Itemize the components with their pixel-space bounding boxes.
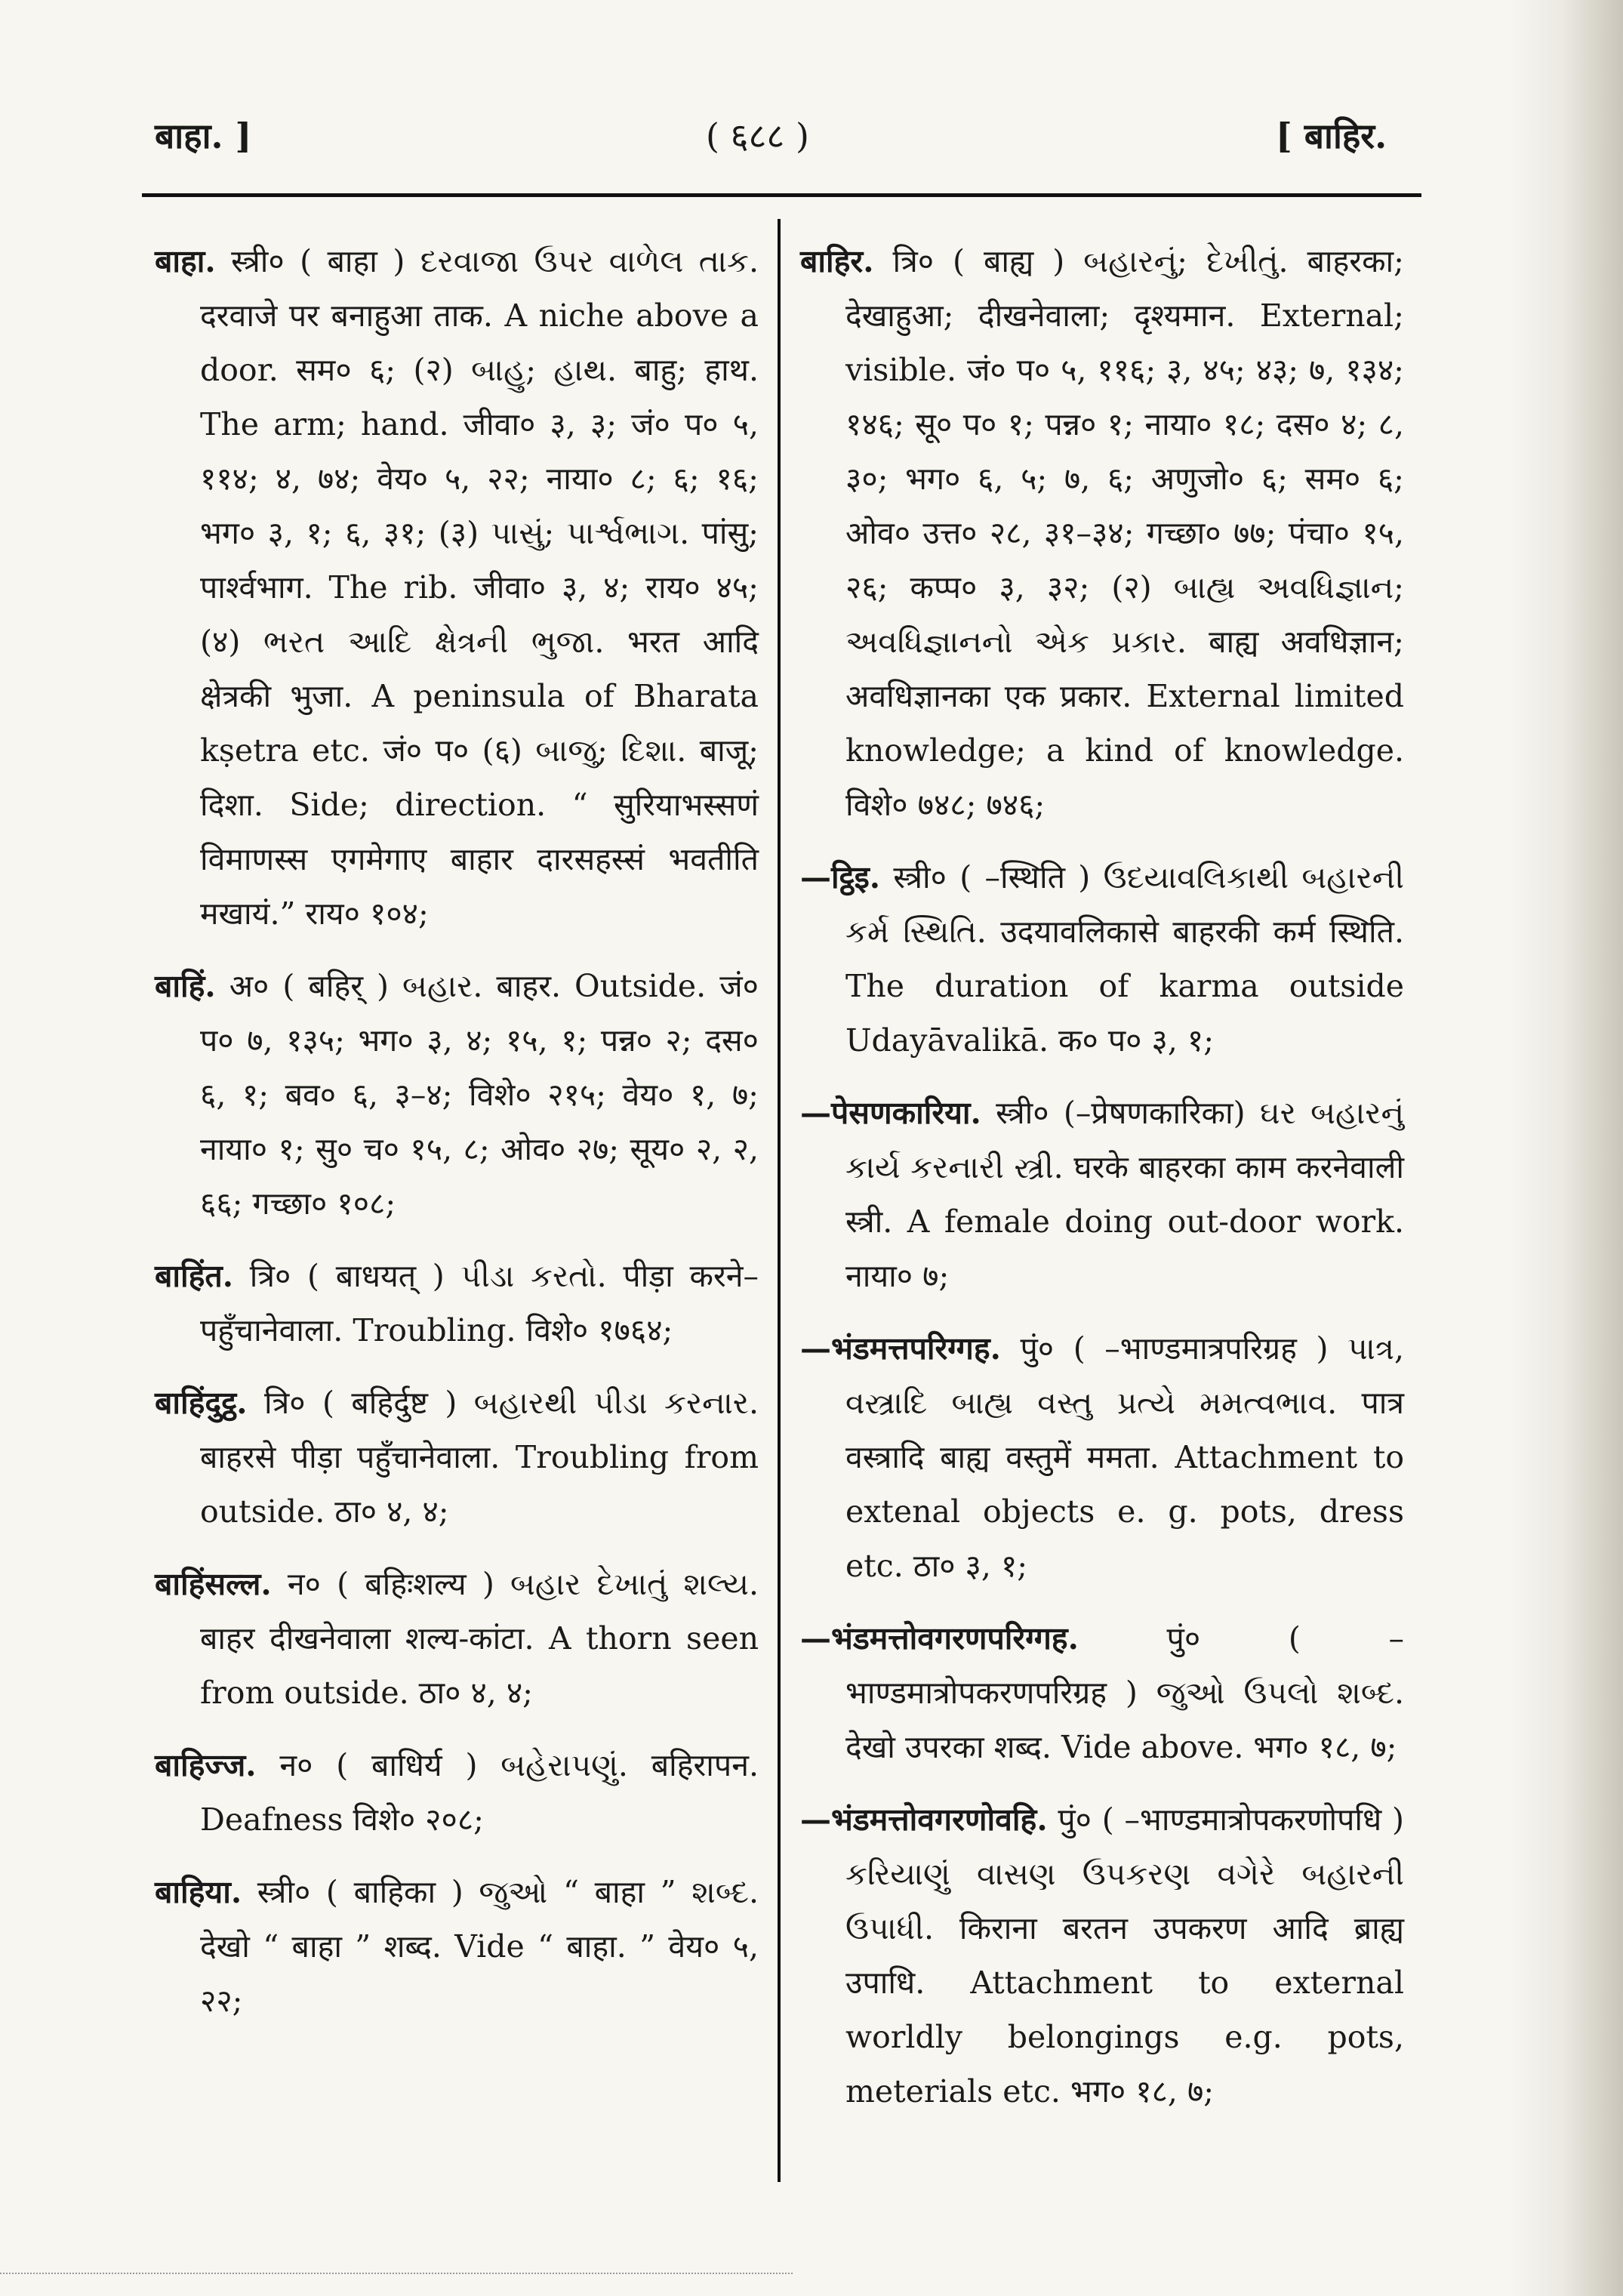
page-edge-shadow <box>1510 0 1623 2296</box>
entry-headword: —भंडमत्तोवगरणोवहि. <box>800 1801 1048 1838</box>
entry-headword: बाहिया. <box>155 1874 242 1910</box>
dictionary-entry <box>800 234 1404 832</box>
page-number: ( ६८८ ) <box>706 116 809 156</box>
entry-headword: बाहिर. <box>800 243 874 279</box>
entry-headword: —पेसणकारिया. <box>800 1095 981 1131</box>
scan-edge-dots <box>0 2273 793 2274</box>
entry-definition: पुं० ( –भाण्डमात्रोपकरणोपधि ) કરિયાણું વાસણ ઉપકરણ વગેરે બહારની ઉપાધી. किराना बरतन उपकरण आदि ब्राह्य उपाधि. Attachment to external worldly belongings e.g. pots, meterials etc. भग० १८, ७; <box>845 1801 1404 2110</box>
entry-headword: बाहिंत. <box>155 1258 234 1294</box>
left-column <box>155 234 759 2046</box>
entry-definition: त्रि० ( बाह्य ) બહારનું; દેખીતું. बाहरका; देखाहुआ; दीखनेवाला; दृश्यमान. External; visible. जं० प० ५, ११६; ३, ४५; ४३; ७, १३४; १४६; सू० प० १; पन्न० १; नाया० १८; दस० ४; ८, ३०; भग० ६, ५; ७, ६; अणुजो० ६; सम० ६; ओव० उत्त० २८, ३१–३४; गच्छा० ७७; पंचा० १५, २६; कप्प० ३, ३२; (२) બાહ્ય અવધિજ્ઞાન; અવધિજ્ઞાનનો એક પ્રકાર. बाह्य अवधिज्ञान; अवधिज्ञानका एक प्रकार. External limited knowledge; a kind of knowledge. विशे० ७४८; ७४६; <box>845 243 1404 823</box>
dictionary-subentry <box>800 1792 1404 2119</box>
header-right-guideword: [ बाहिर. <box>1276 116 1387 156</box>
entry-headword: बाहिज्ज. <box>155 1747 257 1783</box>
dictionary-subentry <box>800 1321 1404 1593</box>
dictionary-entry <box>155 1249 759 1358</box>
entry-definition: न० ( बाधिर्य ) બહેરાપણું. बहिरापन. Deafness विशे० २०८; <box>200 1747 759 1838</box>
entry-definition: स्त्री० ( बाहा ) દરવાજા ઉપર વાળેલ તાક. दरवाजे पर बनाहुआ ताक. A niche above a door. सम० ६; (२) બાહુ; હાથ. बाहु; हाथ. The arm; hand. जीवा० ३, ३; जं० प० ५, ११४; ४, ७४; वेय० ५, २२; नाया० ८; ६; १६; भग० ३, १; ६, ३१; (३) પાસું; પાર્શ્વભાગ. पांसु; पार्श्वभाग. The rib. जीवा० ३, ४; राय० ४५; (४) ભરત આદિ ક્ષેત્રની ભુજા. भरत आदि क्षेत्रकी भुजा. A peninsula of Bharata kṣetra etc. जं० प० (६) બાજુ; દિશા. बाजू; दिशा. Side; direction. “ सुरियाभस्सणं विमाणस्स एगमेगाए बाहार दारसहस्सं भवतीति मखायं.” राय० १०४; <box>200 243 759 932</box>
entry-headword: बाहिंसल्ल. <box>155 1566 272 1602</box>
entry-definition: पुं० ( –भाण्डमात्रोपकरणपरिग्रह ) જુઓ ઉપલો શબ્દ. देखो उपरका शब्द. Vide above. भग० १८, ७; <box>845 1620 1404 1765</box>
dictionary-subentry <box>800 1086 1404 1303</box>
header-rule <box>142 193 1421 197</box>
entry-headword: —भंडमत्तपरिग्गह. <box>800 1330 1001 1367</box>
entry-headword: बाहिं. <box>155 968 216 1004</box>
entry-headword: —भंडमत्तोवगरणपरिग्गह. <box>800 1620 1079 1657</box>
entry-definition: त्रि० ( बाधयत् ) પીડા કરતો. पीड़ा करने–पहुँचानेवाला. Troubling. विशे० १७६४; <box>200 1258 759 1348</box>
right-column <box>800 234 1404 2137</box>
entry-definition: त्रि० ( बहिर्दुष्ट ) બહારથી પીડા કરનાર. बाहरसे पीड़ा पहुँचानेवाला. Troubling from outside. ठा० ४, ४; <box>200 1385 759 1530</box>
dictionary-entry <box>155 1865 759 2028</box>
entry-headword: बाहिंदुट्ठ. <box>155 1385 248 1421</box>
entry-definition: अ० ( बहिर् ) બહાર. बाहर. Outside. जं० प० ७, १३५; भग० ३, ४; १५, १; पन्न० २; दस० ६, १; बव० ६, ३–४; विशे० २१५; वेय० १, ७; नाया० १; सु० च० १५, ८; ओव० २७; सूय० २, २, ६६; गच्छा० १०८; <box>200 968 759 1222</box>
dictionary-entry <box>155 234 759 941</box>
entry-definition: न० ( बहिःशल्य ) બહાર દેખાતું શલ્ય. बाहर दीखनेवाला शल्य-कांटा. A thorn seen from outside. ठा० ४, ४; <box>200 1566 759 1711</box>
dictionary-entry <box>155 1738 759 1847</box>
dictionary-entry <box>155 959 759 1231</box>
entry-definition: स्त्री० ( बाहिका ) જુઓ “ बाहा ” શબ્દ. देखो “ बाहा ” शब्द. Vide “ बाहा. ” वेय० ५, २२; <box>200 1874 759 2019</box>
dictionary-subentry <box>800 1611 1404 1774</box>
entry-headword: —ट्ठिइ. <box>800 859 881 895</box>
entry-definition: पुं० ( –भाण्डमात्रपरिग्रह ) પાત્ર, વસ્ત્રાદિ બાહ્ય વસ્તુ પ્રત્યે મમત્વભાવ. पात्र वस्त्रादि बाह्य वस्तुमें ममता. Attachment to extenal objects e. g. pots, dress etc. ठा० ३, १; <box>845 1330 1404 1584</box>
column-divider <box>778 219 781 2182</box>
header-left-guideword: बाहा. ] <box>155 116 252 156</box>
entry-headword: बाहा. <box>155 243 216 279</box>
dictionary-entry <box>155 1557 759 1720</box>
dictionary-subentry <box>800 850 1404 1068</box>
entry-definition: स्त्री० ( –स्थिति ) ઉદયાવલિકાથી બહારની કર્મ સ્થિતિ. उदयावलिकासे बाहरकी कर्म स्थिति. The duration of karma outside Udayāvalikā. क० प० ३, १; <box>845 859 1404 1059</box>
entry-definition: स्त्री० (–प्रेषणकारिका) ઘર બહારનું કાર્ય કરનારી સ્ત્રી. घरके बाहरका काम करनेवाली स्त्री. A female doing out-door work. नाया० ७; <box>845 1095 1404 1294</box>
dictionary-entry <box>155 1376 759 1539</box>
